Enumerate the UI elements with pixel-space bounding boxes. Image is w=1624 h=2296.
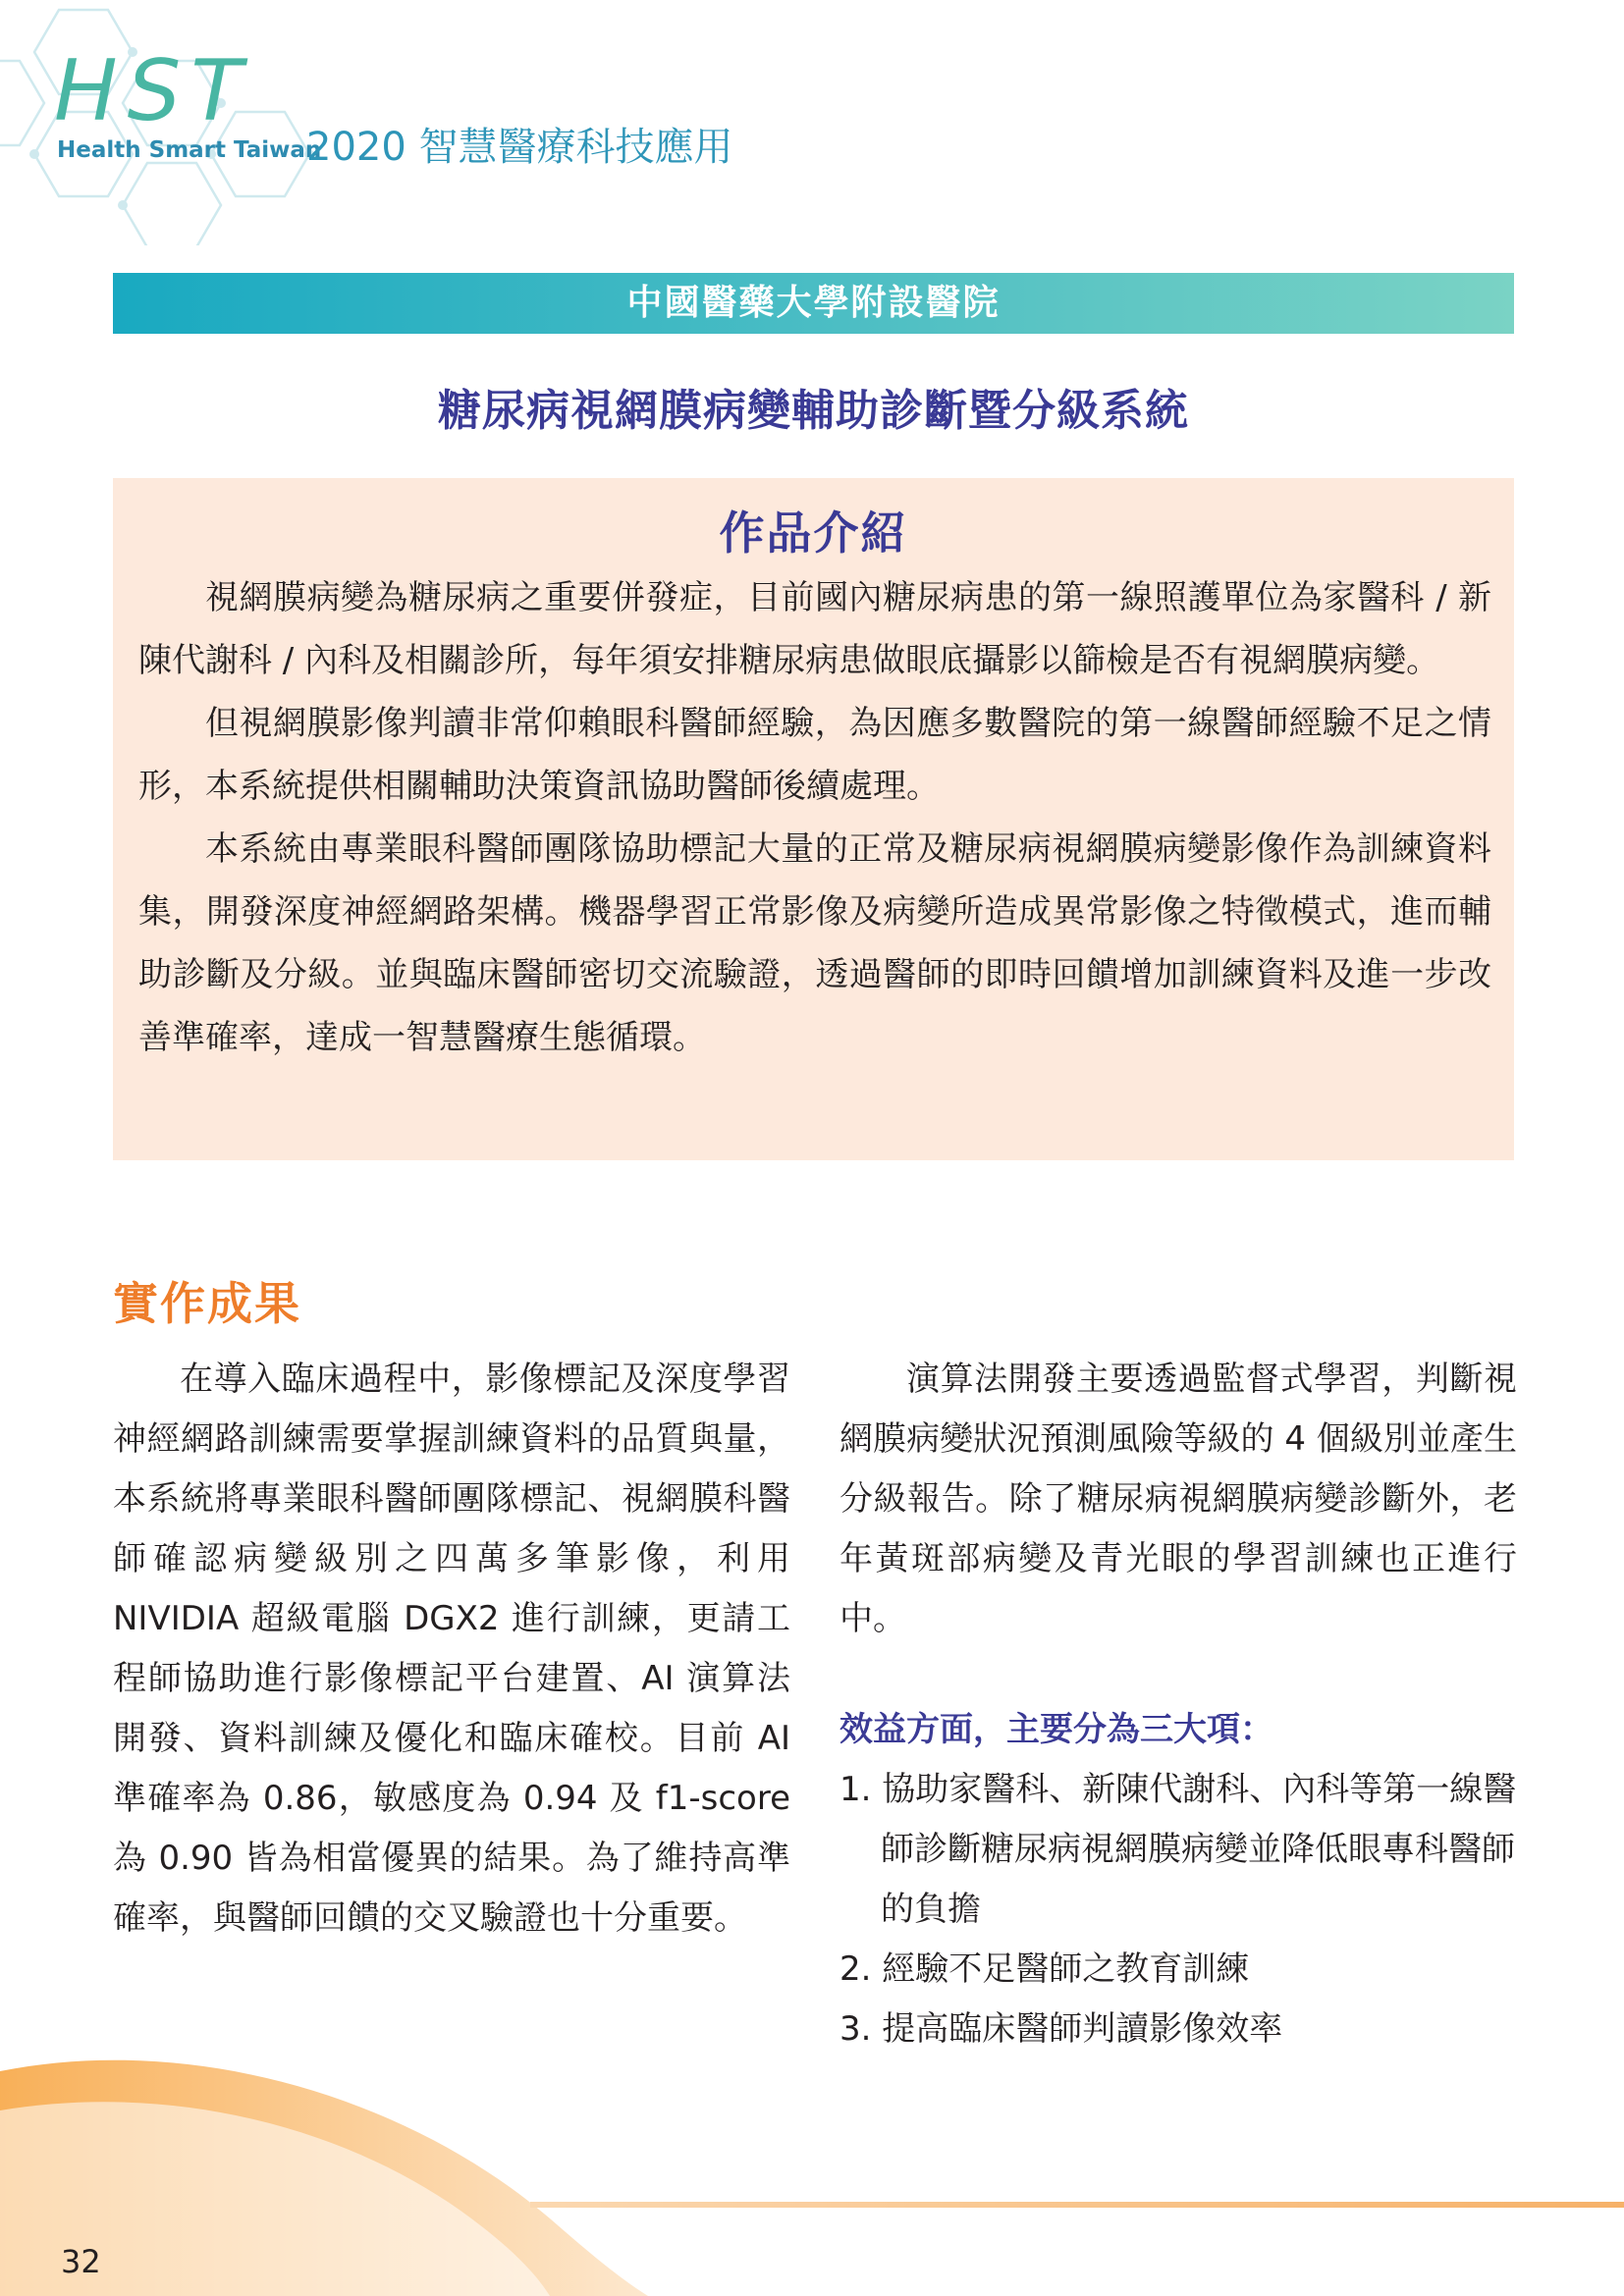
results-left-column xyxy=(113,1350,790,1949)
results-paragraph: 演算法開發主要透過監督式學習，判斷視網膜病變狀況預測風險等級的 4 個級別並產生分級報告。除了糖尿病視網膜病變診斷外，老年黃斑部病變及青光眼的學習訓練也正進行中。 xyxy=(839,1360,1517,1638)
benefits-list xyxy=(839,1760,1517,2059)
intro-paragraph: 視網膜病變為糖尿病之重要併發症，目前國內糖尿病患的第一線照護單位為家醫科 / 新陳代謝科 / 內科及相關診所，每年須安排糖尿病患做眼底攝影以篩檢是否有視網膜病變。 xyxy=(138,578,1491,680)
project-title: 糖尿病視網膜病變輔助診斷暨分級系統 xyxy=(438,386,1189,436)
intro-paragraph: 本系統由專業眼科醫師團隊協助標記大量的正常及糖尿病視網膜病變影像作為訓練資料集，開發深度神經網路架構。機器學習正常影像及病變所造成異常影像之特徵模式，進而輔助診斷及分級。並與臨床醫師密切交流驗證，透過醫師的即時回饋增加訓練資料及進一步改善準確率，達成一智慧醫療生態循環。 xyxy=(138,829,1491,1057)
logo-subtitle: Health Smart Taiwan xyxy=(57,137,322,163)
introduction-heading: 作品介紹 xyxy=(719,507,908,560)
hospital-banner: 中國醫藥大學附設醫院 xyxy=(113,273,1514,334)
results-paragraph: 在導入臨床過程中，影像標記及深度學習神經網路訓練需要掌握訓練資料的品質與量，本系統將專業眼科醫師團隊標記、視網膜科醫師確認病變級別之四萬多筆影像，利用 NIVIDIA 超級電腦 DGX2 進行訓練，更請工程師協助進行影像標記平台建置、AI 演算法開發、資料訓練及優化和臨床確校。目前 AI 準確率為 0.86，敏感度為 0.94 及 f1-score 為 0.90 皆為相當優異的結果。為了維持高準確率，與醫師回饋的交叉驗證也十分重要。 xyxy=(113,1360,790,1938)
hst-logo: HST xyxy=(54,42,252,140)
results-right-column xyxy=(839,1350,1517,2059)
benefit-item: 2. 經驗不足醫師之教育訓練 xyxy=(839,1949,1250,1989)
page-number: 32 xyxy=(61,2243,101,2280)
benefit-item: 1. 協助家醫科、新陳代謝科、內科等第一線醫師診斷糖尿病視網膜病變並降低眼專科醫師的負擔 xyxy=(839,1770,1517,1929)
footer-wave-decoration xyxy=(0,2042,1624,2296)
publication-title: 2020 智慧醫療科技應用 xyxy=(306,125,733,170)
benefit-item: 3. 提高臨床醫師判讀影像效率 xyxy=(839,2009,1283,2049)
intro-paragraph: 但視網膜影像判讀非常仰賴眼科醫師經驗，為因應多數醫院的第一線醫師經驗不足之情形，本系統提供相關輔助決策資訊協助醫師後續處理。 xyxy=(138,704,1491,806)
introduction-box xyxy=(113,478,1514,1160)
introduction-body xyxy=(138,566,1491,1069)
benefits-heading: 效益方面，主要分為三大項： xyxy=(839,1710,1273,1749)
results-heading: 實作成果 xyxy=(113,1277,301,1330)
